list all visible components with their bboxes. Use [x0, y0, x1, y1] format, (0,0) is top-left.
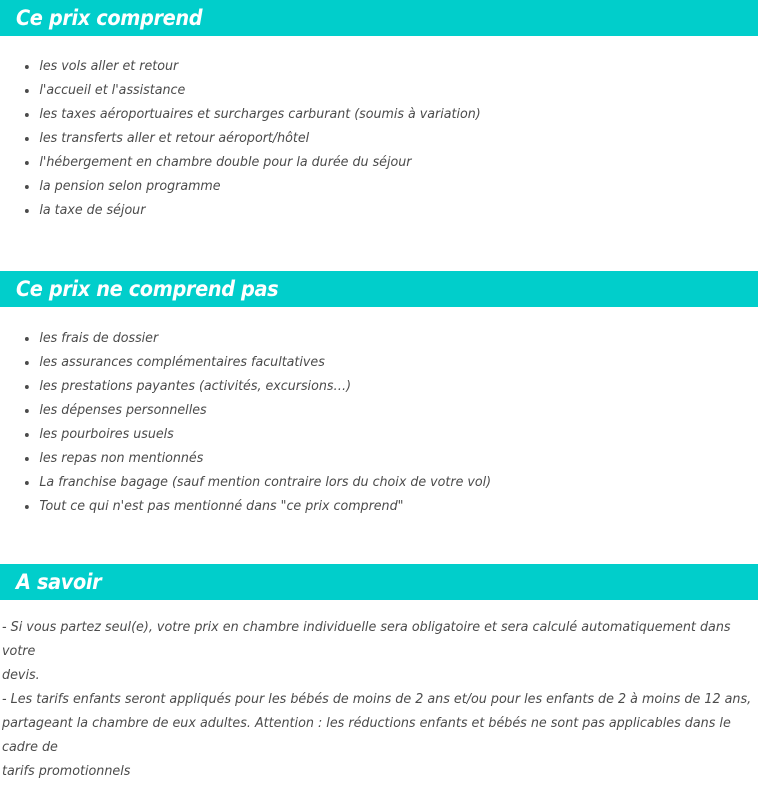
good-to-know-paragraph [0, 600, 758, 784]
bullet-icon [25, 113, 29, 117]
list-item-label: Tout ce qui n'est pas mentionné dans "ce prix comprend" [39, 499, 404, 514]
bullet-icon [25, 209, 29, 213]
list-item [0, 151, 728, 175]
bullet-icon [25, 457, 29, 461]
bullet-icon [25, 137, 29, 141]
list-item [0, 199, 728, 223]
list-item-label: les vols aller et retour [39, 59, 179, 74]
list-item-label: les dépenses personnelles [39, 403, 207, 418]
list-item-label: les prestations payantes (activités, excursions…) [39, 379, 352, 394]
bullet-icon [25, 505, 29, 509]
list-item [0, 423, 728, 447]
bullet-icon [25, 89, 29, 93]
list-item-label: les pourboires usuels [39, 427, 174, 442]
section-spacer [0, 519, 758, 564]
bullet-icon [25, 361, 29, 365]
paragraph-line: tarifs promotionnels [2, 764, 131, 779]
list-item [0, 175, 728, 199]
bullet-icon [25, 481, 29, 485]
list-item [0, 327, 728, 351]
paragraph-line: - Les tarifs enfants seront appliqués pour les bébés de moins de 2 ans et/ou pour les enfants de 2 à moins de 12 ans, [2, 692, 752, 707]
bullet-icon [25, 65, 29, 69]
list-item [0, 79, 728, 103]
list-item-label: les taxes aéroportuaires et surcharges carburant (soumis à variation) [39, 107, 481, 122]
paragraph-line: - Si vous partez seul(e), votre prix en chambre individuelle sera obligatoire et sera calculé automatiquement dans votre [2, 620, 731, 659]
list-item [0, 399, 728, 423]
list-item-label: les assurances complémentaires facultatives [39, 355, 325, 370]
paragraph-line: devis. [2, 668, 40, 683]
list-item [0, 103, 728, 127]
bullet-icon [25, 385, 29, 389]
list-item [0, 471, 728, 495]
bullet-icon [25, 433, 29, 437]
bullet-icon [25, 185, 29, 189]
list-item [0, 375, 728, 399]
bullet-icon [25, 337, 29, 341]
section-header-good-to-know [0, 564, 758, 600]
list-item-label: les repas non mentionnés [39, 451, 204, 466]
bullet-icon [25, 409, 29, 413]
list-item [0, 55, 728, 79]
section-header-not-included [0, 271, 758, 307]
list-item-label: La franchise bagage (sauf mention contraire lors du choix de votre vol) [39, 475, 492, 490]
section-title-not-included: Ce prix ne comprend pas [16, 276, 279, 301]
list-item [0, 351, 728, 375]
list-item-label: la taxe de séjour [39, 203, 146, 218]
list-item-label: les transferts aller et retour aéroport/hôtel [39, 131, 310, 146]
section-header-included [0, 0, 758, 36]
not-included-list-container [0, 307, 758, 519]
bullet-icon [25, 161, 29, 165]
section-spacer [0, 223, 758, 271]
list-item [0, 447, 728, 471]
paragraph-line: partageant la chambre de eux adultes. Attention : les réductions enfants et bébés ne sont pas applicables dans le cadre de [2, 716, 731, 755]
included-list-container [0, 36, 758, 223]
section-title-good-to-know: A savoir [16, 569, 102, 594]
list-item [0, 127, 728, 151]
not-included-list [0, 327, 758, 519]
included-list [0, 55, 758, 223]
list-item-label: l'hébergement en chambre double pour la durée du séjour [39, 155, 412, 170]
section-title-included: Ce prix comprend [16, 5, 203, 30]
list-item-label: les frais de dossier [39, 331, 159, 346]
list-item-label: l'accueil et l'assistance [39, 83, 186, 98]
list-item-label: la pension selon programme [39, 179, 221, 194]
list-item [0, 495, 728, 519]
